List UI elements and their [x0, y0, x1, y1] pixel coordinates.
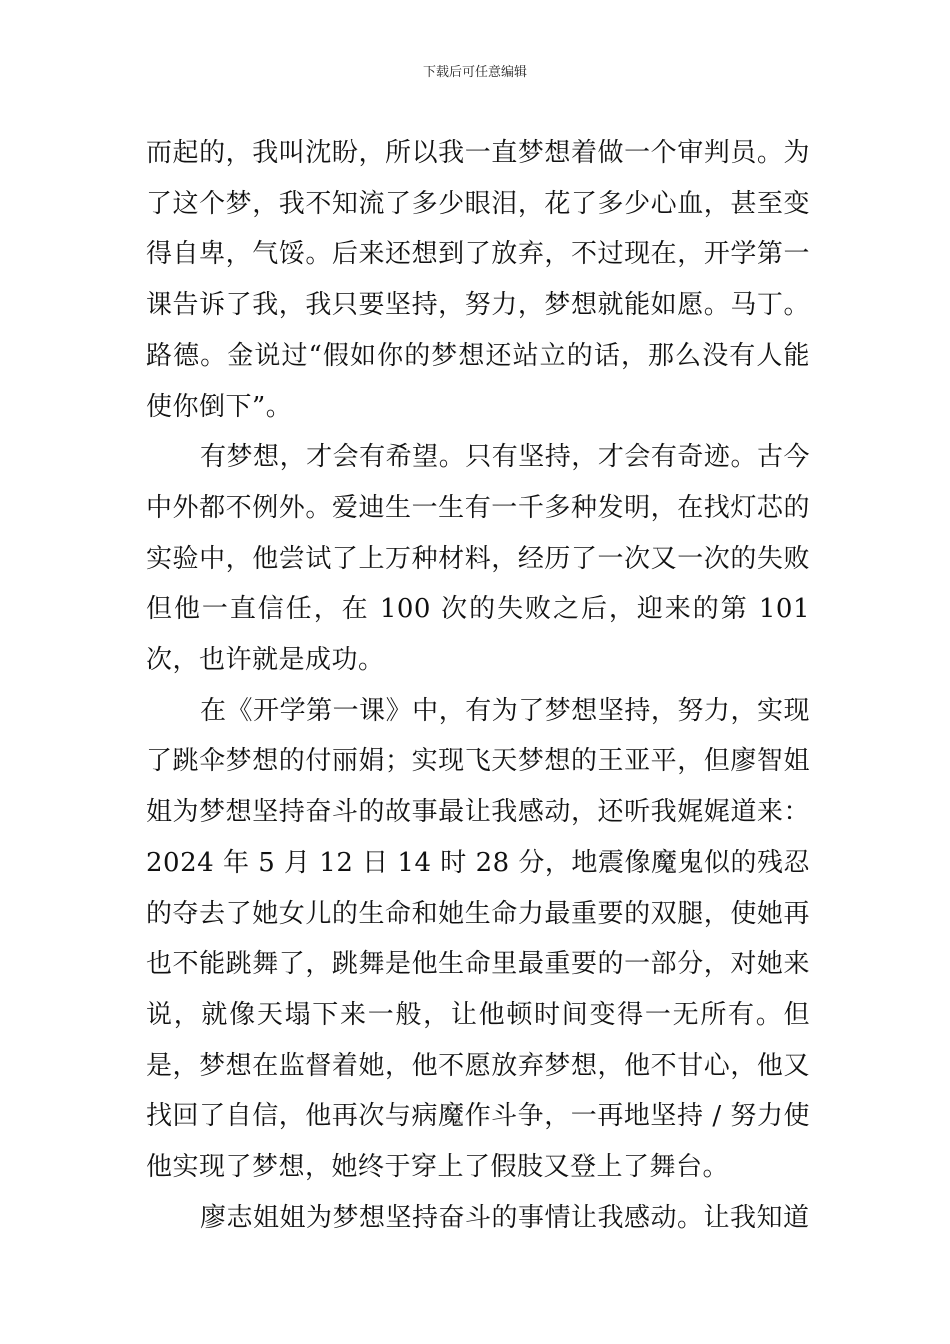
paragraph-1: 而起的，我叫沈盼，所以我一直梦想着做一个审判员。为了这个梦，我不知流了多少眼泪，花了多少心血，甚至变得自卑，气馁。后来还想到了放弃，不过现在，开学第一课告诉了我，我只要坚持，努力，梦想就能如愿。马丁。路德。金说过“假如你的梦想还站立的话，那么没有人能使你倒下”。	[146, 138, 810, 422]
document-body	[146, 128, 810, 1243]
page-header: 下载后可任意编辑	[422, 65, 527, 80]
paragraph-2: 有梦想，才会有希望。只有坚持，才会有奇迹。古今中外都不例外。爱迪生一生有一千多种发明，在找灯芯的实验中，他尝试了上万种材料，经历了一次又一次的失败但他一直信任，在 100 次的失败之后，迎来的第 101 次，也许就是成功。	[146, 442, 810, 676]
paragraph-3: 在《开学第一课》中，有为了梦想坚持，努力，实现了跳伞梦想的付丽娟；实现飞天梦想的王亚平，但廖智姐姐为梦想坚持奋斗的故事最让我感动，还听我娓娓道来：2024 年 5 月 12 日 14 时 28 分，地震像魔鬼似的残忍的夺去了她女儿的生命和她生命力最重要的双腿，使她再也不能跳舞了，跳舞是他生命里最重要的一部分，对她来说，就像天塌下来一般，让他顿时间变得一无所有。但是，梦想在监督着她，他不愿放弃梦想，他不甘心，他又找回了自信，他再次与病魔作斗争，一再地坚持 / 努力使他实现了梦想，她终于穿上了假肢又登上了舞台。	[146, 695, 810, 1183]
paragraph-4: 廖志姐姐为梦想坚持奋斗的事情让我感动。让我知道	[200, 1202, 810, 1233]
